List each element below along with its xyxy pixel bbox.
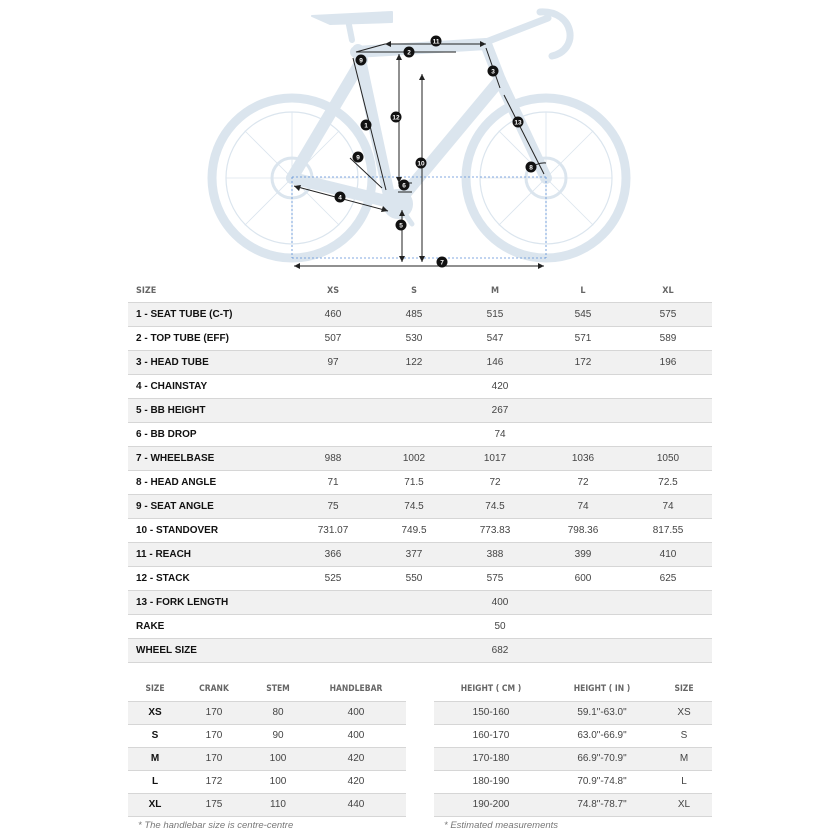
size-header-xs: XS <box>326 286 340 296</box>
geometry-cell: 72 <box>489 477 501 488</box>
geometry-row-label: WHEEL SIZE <box>136 645 197 656</box>
svg-text:6: 6 <box>402 182 406 190</box>
sizing-cell: 150-160 <box>472 707 510 718</box>
svg-text:7: 7 <box>440 259 444 267</box>
size-header-l: L <box>580 286 586 296</box>
sizing-cell: 63.0"-66.9" <box>577 730 627 741</box>
geometry-cell: 196 <box>659 357 677 368</box>
geometry-cell: 71 <box>327 477 339 488</box>
geometry-row-label: 11 - REACH <box>136 549 192 560</box>
sizing-cell: L <box>681 776 687 787</box>
dimension-marker-5 <box>396 220 407 231</box>
geometry-cell: 1002 <box>402 453 426 464</box>
geometry-row <box>128 303 712 327</box>
dimension-marker-13 <box>513 117 524 128</box>
size-header-s: S <box>411 286 417 296</box>
svg-text:12: 12 <box>392 114 400 122</box>
geometry-cell: 71.5 <box>404 477 424 488</box>
geometry-header-row <box>128 280 712 303</box>
components-cell: L <box>151 776 159 787</box>
geometry-cell: 366 <box>324 549 342 560</box>
geometry-cell-all-sizes: 74 <box>494 429 506 440</box>
components-cell: 100 <box>269 753 287 764</box>
geometry-cell: 515 <box>486 309 504 320</box>
sizing-note: * Estimated measurements <box>444 820 559 831</box>
geometry-cell: 749.5 <box>401 525 427 536</box>
components-header: HANDLEBAR <box>329 684 383 694</box>
geometry-row <box>128 447 712 471</box>
sizing-cell: XS <box>677 707 691 718</box>
dimension-marker-11 <box>431 36 442 47</box>
geometry-cell: 74 <box>577 501 589 512</box>
sizing-header: HEIGHT ( CM ) <box>460 684 522 694</box>
dimension-marker-6 <box>399 180 410 191</box>
geometry-cell: 547 <box>486 333 504 344</box>
geometry-cell: 988 <box>324 453 342 464</box>
dimension-marker-7 <box>437 257 448 268</box>
components-cell: 170 <box>205 730 223 741</box>
geometry-cell: 485 <box>405 309 423 320</box>
components-row <box>128 748 406 771</box>
dimension-marker-9 <box>356 55 367 66</box>
geometry-row-label: 5 - BB HEIGHT <box>136 405 206 416</box>
dimension-arrowheads <box>294 41 544 269</box>
geometry-cell: 731.07 <box>317 525 349 536</box>
geometry-cell: 172 <box>574 357 592 368</box>
geometry-cell: 460 <box>324 309 342 320</box>
geometry-row-label: RAKE <box>136 621 165 632</box>
geometry-cell-all-sizes: 267 <box>491 405 509 416</box>
geometry-cell-all-sizes: 682 <box>491 645 509 656</box>
components-row <box>128 702 406 725</box>
geometry-cell: 1017 <box>483 453 507 464</box>
components-row <box>128 771 406 794</box>
geometry-cell: 74 <box>662 501 674 512</box>
components-cell: 440 <box>347 799 365 810</box>
geometry-row-label: 8 - HEAD ANGLE <box>136 477 217 488</box>
sizing-row <box>434 748 712 771</box>
dimension-marker-4 <box>335 192 346 203</box>
sizing-table <box>434 678 712 817</box>
sizing-row <box>434 702 712 725</box>
geometry-cell: 410 <box>659 549 677 560</box>
geometry-cell: 1050 <box>656 453 680 464</box>
svg-text:13: 13 <box>514 119 522 127</box>
geometry-cell: 377 <box>405 549 423 560</box>
components-cell: S <box>151 730 159 741</box>
sizing-row <box>434 794 712 817</box>
geometry-row <box>128 351 712 375</box>
geometry-cell-all-sizes: 50 <box>494 621 506 632</box>
geometry-row <box>128 423 712 447</box>
geometry-row <box>128 495 712 519</box>
geometry-cell: 399 <box>574 549 592 560</box>
components-cell: 400 <box>347 730 365 741</box>
components-header: STEM <box>266 684 290 694</box>
bike-geometry-diagram <box>0 0 840 275</box>
dimension-marker-10 <box>416 158 427 169</box>
geometry-row-label: 6 - BB DROP <box>136 429 197 440</box>
sizing-row <box>434 725 712 748</box>
components-cell: XL <box>148 799 162 810</box>
components-cell: 400 <box>347 707 365 718</box>
geometry-row <box>128 591 712 615</box>
components-cell: 90 <box>272 730 284 741</box>
sizing-header: HEIGHT ( IN ) <box>573 684 631 694</box>
components-cell: 110 <box>270 799 286 810</box>
geometry-row <box>128 615 712 639</box>
geometry-row-label: 4 - CHAINSTAY <box>136 381 208 392</box>
sizing-cell: 180-190 <box>472 776 510 787</box>
components-header: SIZE <box>145 684 165 694</box>
geometry-cell: 72.5 <box>658 477 678 488</box>
components-cell: 420 <box>347 776 365 787</box>
geometry-cell: 575 <box>486 573 504 584</box>
components-row <box>128 794 406 817</box>
geometry-row <box>128 399 712 423</box>
dimension-marker-2 <box>404 47 415 58</box>
svg-text:10: 10 <box>417 160 425 168</box>
dimension-marker-9 <box>353 152 364 163</box>
sizing-cell: 160-170 <box>472 730 510 741</box>
components-table <box>128 678 406 817</box>
sizing-cell: 190-200 <box>472 799 510 810</box>
svg-text:9: 9 <box>356 154 360 162</box>
geometry-table <box>128 280 712 663</box>
geometry-cell: 1036 <box>571 453 595 464</box>
components-note: * The handlebar size is centre-centre <box>138 820 294 831</box>
geometry-cell: 589 <box>659 333 677 344</box>
sizing-cell: 74.8"-78.7" <box>577 799 627 810</box>
geometry-cell: 122 <box>405 357 423 368</box>
dimension-marker-3 <box>488 66 499 77</box>
components-header: CRANK <box>199 684 229 694</box>
sizing-cell: 66.9"-70.9" <box>577 753 627 764</box>
geometry-row-label: 1 - SEAT TUBE (C-T) <box>136 309 233 320</box>
sizing-row <box>434 771 712 794</box>
svg-text:2: 2 <box>407 49 411 57</box>
geometry-row <box>128 471 712 495</box>
sizing-cell: 59.1"-63.0" <box>577 707 627 718</box>
geometry-cell: 72 <box>577 477 589 488</box>
geometry-cell: 545 <box>574 309 592 320</box>
geometry-cell: 74.5 <box>485 501 505 512</box>
sizing-cell: M <box>679 753 689 764</box>
dimension-marker-8 <box>526 162 537 173</box>
svg-text:11: 11 <box>432 38 440 46</box>
geometry-cell: 525 <box>324 573 342 584</box>
sizing-header: SIZE <box>674 684 694 694</box>
geometry-row <box>128 519 712 543</box>
geometry-row-label: 12 - STACK <box>136 573 190 584</box>
geometry-row <box>128 567 712 591</box>
geometry-cell: 773.83 <box>479 525 511 536</box>
components-cell: 170 <box>205 707 223 718</box>
sizing-header-row <box>434 678 712 702</box>
bike-silhouette <box>212 12 626 258</box>
svg-text:8: 8 <box>529 164 533 172</box>
geometry-row-label: 9 - SEAT ANGLE <box>136 501 214 512</box>
sizing-cell: 170-180 <box>472 753 510 764</box>
components-cell: 170 <box>205 753 223 764</box>
geometry-cell: 600 <box>574 573 592 584</box>
svg-text:5: 5 <box>399 222 403 230</box>
svg-text:9: 9 <box>359 57 363 65</box>
geometry-cell-all-sizes: 420 <box>491 381 509 392</box>
geometry-row-label: 2 - TOP TUBE (EFF) <box>136 333 229 344</box>
geometry-cell: 97 <box>327 357 339 368</box>
geometry-cell: 507 <box>324 333 342 344</box>
svg-text:1: 1 <box>364 122 368 130</box>
geometry-cell: 146 <box>486 357 504 368</box>
components-cell: 172 <box>205 776 223 787</box>
geometry-row <box>128 639 712 663</box>
dimension-marker-12 <box>391 112 402 123</box>
geometry-cell: 575 <box>659 309 677 320</box>
components-cell: 80 <box>272 707 284 718</box>
geometry-cell: 74.5 <box>404 501 424 512</box>
sizing-cell: 70.9"-74.8" <box>577 776 627 787</box>
dimension-marker-1 <box>361 120 372 131</box>
sizing-cell: XL <box>677 799 691 810</box>
geometry-cell: 530 <box>405 333 423 344</box>
geometry-cell: 571 <box>574 333 592 344</box>
components-header-row <box>128 678 406 702</box>
geometry-cell-all-sizes: 400 <box>491 597 509 608</box>
components-cell: 175 <box>205 799 223 810</box>
geometry-row <box>128 543 712 567</box>
geometry-row-label: 7 - WHEELBASE <box>136 453 215 464</box>
components-cell: M <box>150 753 160 764</box>
sizing-cell: S <box>680 730 688 741</box>
components-cell: 100 <box>269 776 287 787</box>
size-header-xl: XL <box>662 286 674 296</box>
size-column-header: SIZE <box>136 286 157 296</box>
geometry-row <box>128 375 712 399</box>
geometry-cell: 550 <box>405 573 423 584</box>
geometry-cell: 388 <box>486 549 504 560</box>
svg-text:4: 4 <box>338 194 342 202</box>
geometry-cell: 817.55 <box>652 525 684 536</box>
geometry-row <box>128 327 712 351</box>
geometry-row-label: 13 - FORK LENGTH <box>136 597 229 608</box>
components-row <box>128 725 406 748</box>
components-cell: 420 <box>347 753 365 764</box>
geometry-cell: 75 <box>327 501 339 512</box>
geometry-row-label: 3 - HEAD TUBE <box>136 357 209 368</box>
geometry-row-label: 10 - STANDOVER <box>136 525 219 536</box>
size-header-m: M <box>490 286 500 296</box>
geometry-cell: 798.36 <box>567 525 599 536</box>
svg-text:3: 3 <box>491 68 495 76</box>
geometry-cell: 625 <box>659 573 677 584</box>
components-cell: XS <box>148 707 162 718</box>
